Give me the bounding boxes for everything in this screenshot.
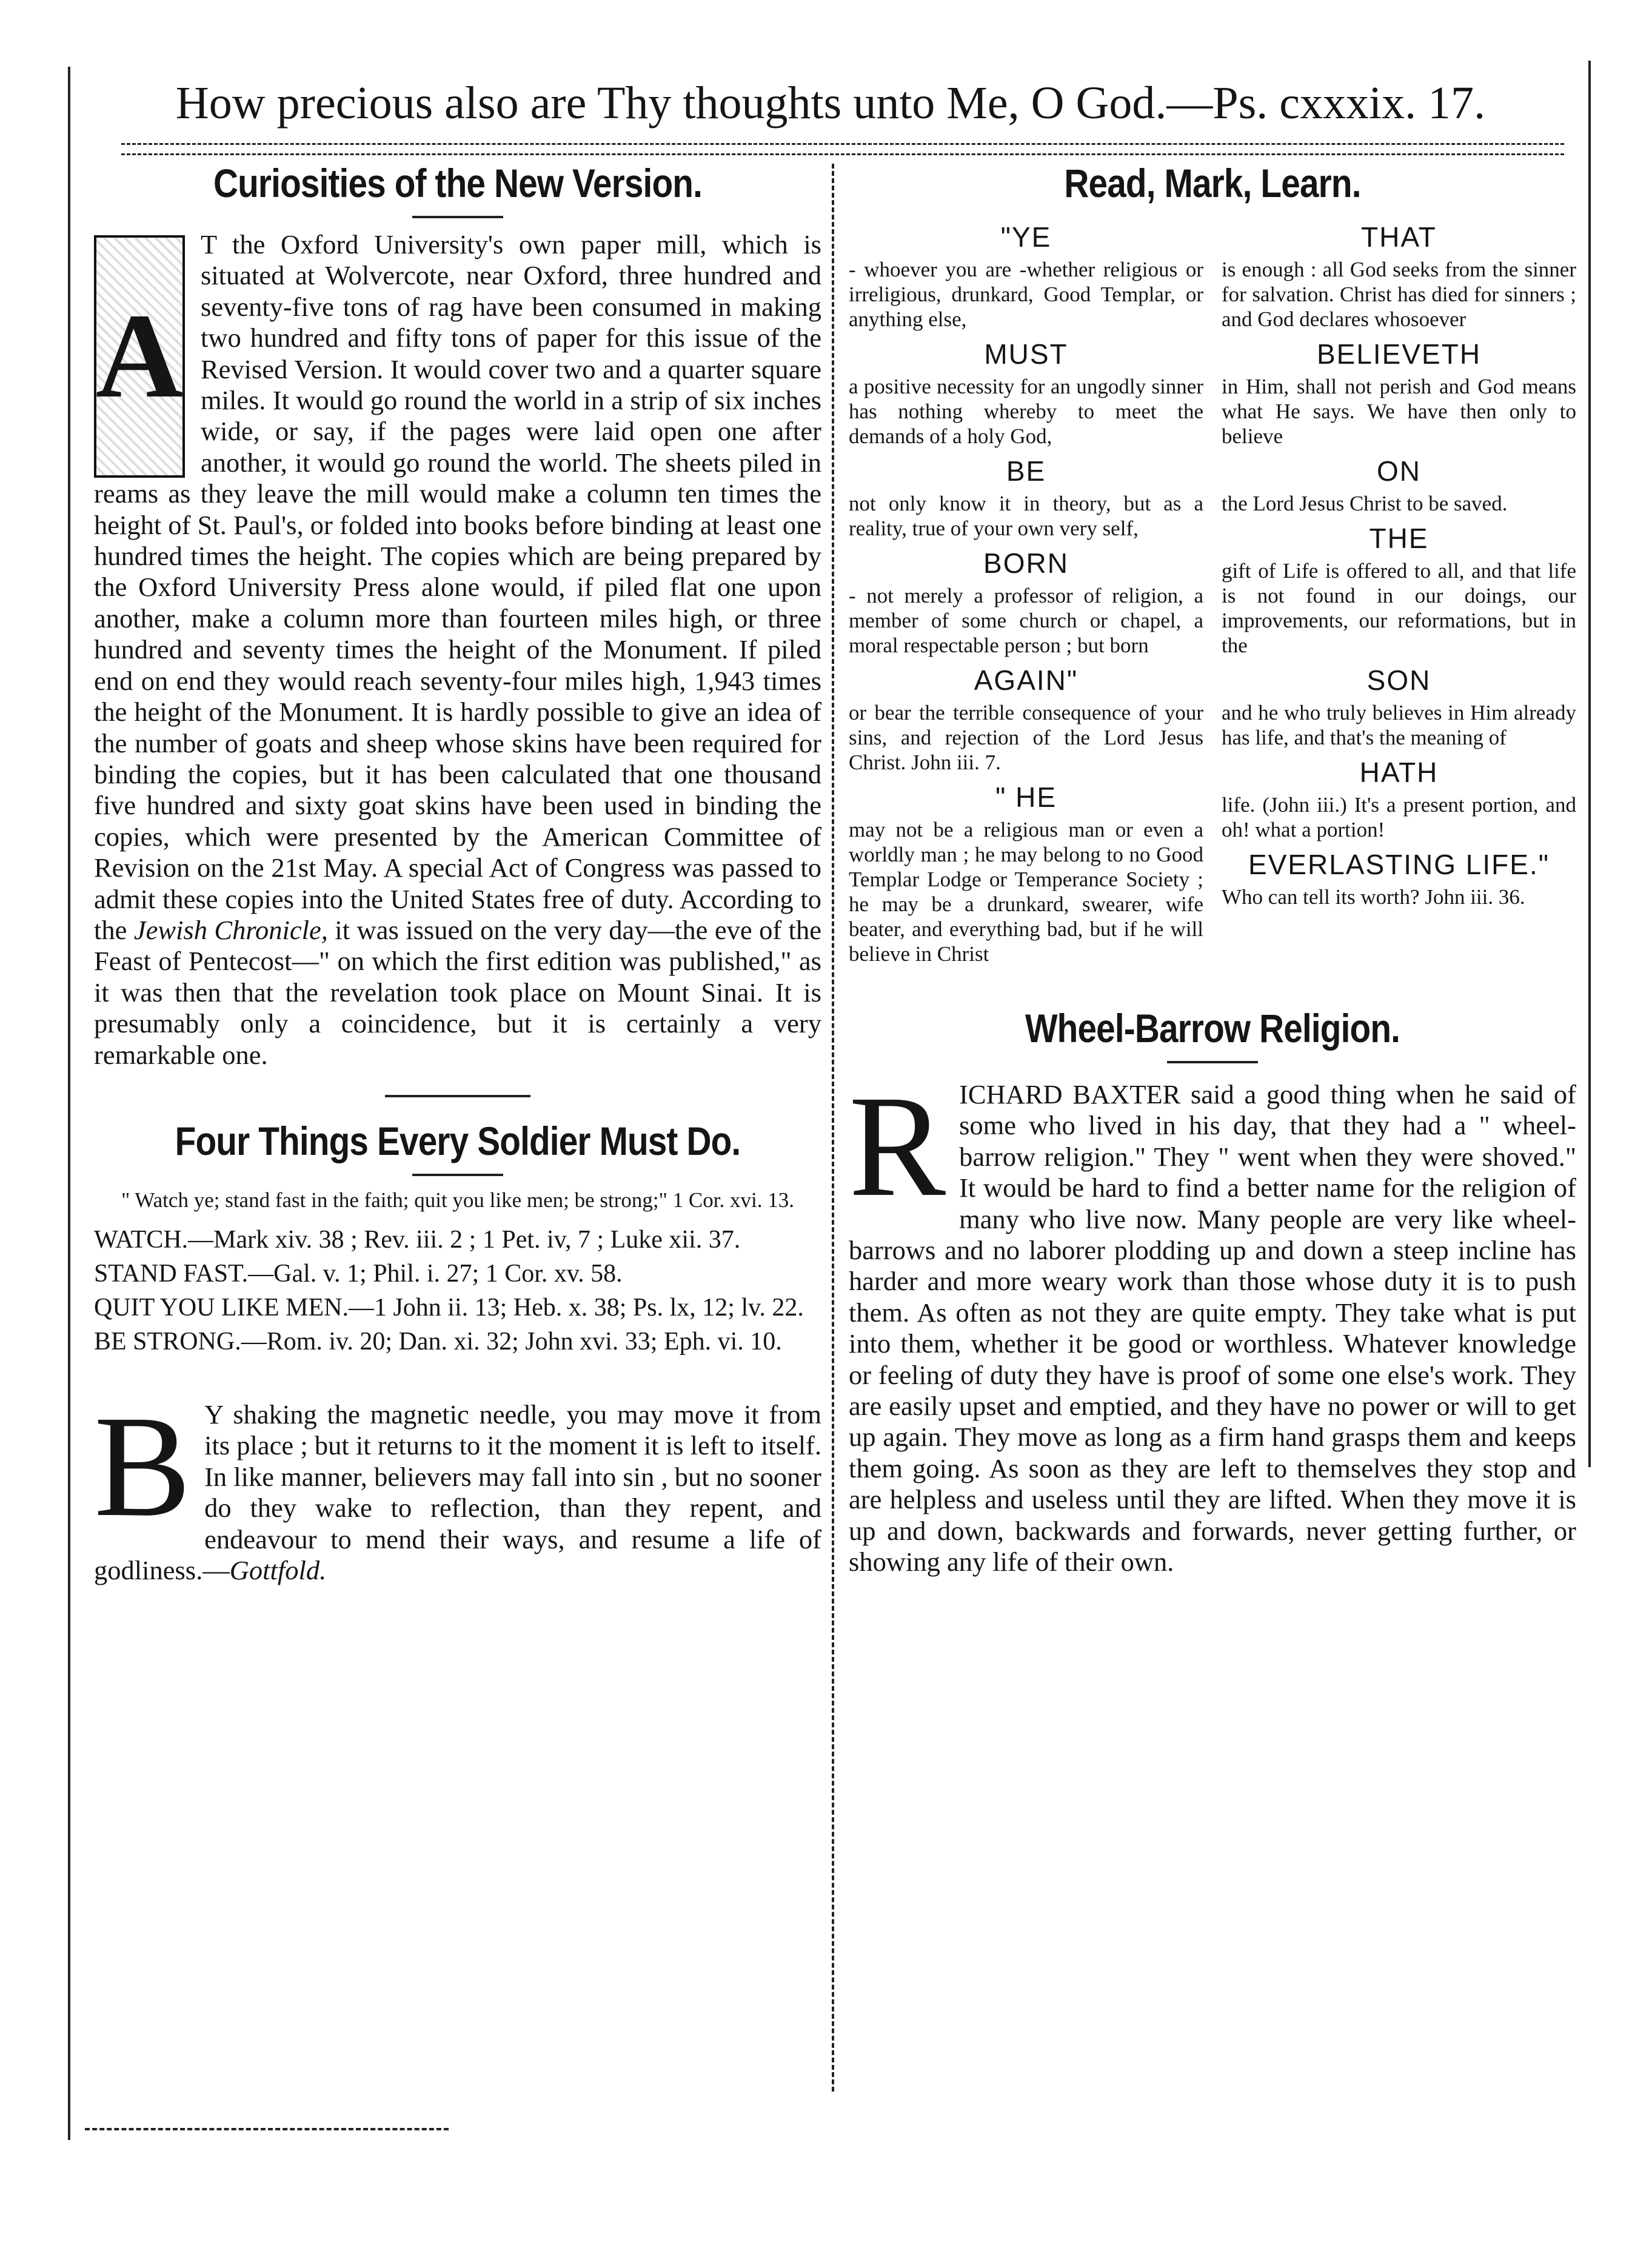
title-rule: [412, 1174, 503, 1176]
curiosities-body: [94, 229, 821, 1071]
banner-rule: [121, 143, 1564, 155]
rml-note: a positive necessity for an ungodly sinner has nothing whereby to meet the demands of a holy God,: [849, 375, 1203, 448]
order-be-strong: BE STRONG.—Rom. iv. 20; Dan. xi. 32; John xvi. 33; Eph. vi. 10.: [94, 1327, 782, 1356]
left-column: [94, 158, 821, 1586]
rml-note: - whoever you are -whether religious or irreligious, drunkard, Good Templar, or anything else,: [849, 258, 1203, 331]
rml-note: Who can tell its worth? John iii. 36.: [1222, 885, 1525, 909]
curiosities-article: [94, 158, 821, 1071]
needle-author: Gottfold.: [229, 1555, 327, 1585]
left-border: [68, 67, 70, 2140]
rml-word: AGAIN": [974, 664, 1078, 696]
rml-columns: [849, 215, 1576, 966]
rml-note: or bear the terrible consequence of your sins, and rejection of the Lord Jesus Christ. John iii. 7.: [849, 701, 1203, 774]
dropcap-r: R: [849, 1065, 946, 1226]
rml-title: Read, Mark, Learn.: [1064, 161, 1361, 206]
rml-word: SON: [1366, 664, 1431, 696]
publication-name: Jewish Chronicle,: [133, 914, 328, 945]
rml-note: and he who truly believes in Him already has life, and that's the meaning of: [1222, 701, 1576, 749]
curiosities-text: T the Oxford University's own paper mill, which is situated at Wolvercote, near Oxford, three hundred and seventy-five tons of rag have been consumed in making two hundred and fifty tons of paper for this issue of the Revised Version. It would cover two and a quarter square miles. It would go round the world in a strip of six inches wide, or say, if the pages were laid open one after another, it would go round the world. The sheets piled in reams as they leave the mill would make a column ten times the height of St. Paul's, or folded into books before binding at least one hundred times the height. The copies which are being prepared by the Oxford University Press alone would, if piled flat one upon another, make a column more than fourteen miles high, or three hundred and seventy times the height of the Monument. If piled end on end they would reach seventy-four miles high, 1,943 times the height of the Monument. It is hardly possible to give an idea of the number of goats and sheep whose skins have been required for binding the copies, but it has been calculated that one thousand five hundred and sixty goat skins have been used in binding the copies, which were presented by the American Committee of Revision on the 21st May. A special Act of Congress was passed to admit these copies into the United States free of duty. According to the: [94, 229, 821, 945]
rml-word: THE: [1369, 523, 1429, 554]
rml-right-column: [1222, 215, 1576, 966]
wheelbarrow-article: [849, 1003, 1576, 1578]
needle-text: Y shaking the magnetic needle, you may move it from its place ; but it returns to it the moment it is left to itself. In like manner, believers may fall into sin , but no sooner do they wake to reflection, than they repent, and endeavour to mend their ways, and resume a life of godliness.—: [94, 1399, 821, 1585]
soldier-article: [94, 1115, 821, 1357]
rml-note: the Lord Jesus Christ to be saved.: [1222, 492, 1508, 515]
ornamental-dropcap: A: [94, 235, 185, 478]
bottom-rule: [85, 2128, 449, 2130]
rml-word: THAT: [1361, 221, 1437, 253]
section-rule: [385, 1095, 530, 1097]
rml-note: is enough : all God seeks from the sinner for salvation. Christ has died for sinners ; and God declares whosoever: [1222, 258, 1576, 331]
rml-word: ON: [1377, 455, 1421, 487]
soldier-title: Four Things Every Soldier Must Do.: [175, 1118, 741, 1163]
soldier-orders: [94, 1225, 821, 1357]
rml-word: HATH: [1359, 757, 1439, 788]
needle-article: [94, 1385, 821, 1586]
rml-note: may not be a religious man or even a worldly man ; he may belong to no Good Templar Lodge or Temperance Society ; he may be a drunkard, swearer, wife beater, and everything bad, but if he will believe in Christ: [849, 818, 1203, 966]
rml-note: not only know it in theory, but as a reality, true of your own very self,: [849, 492, 1203, 540]
rml-word: " HE: [995, 781, 1057, 813]
rml-word: "YE: [1000, 221, 1052, 253]
rml-word: BE: [1006, 455, 1046, 487]
right-column: [849, 158, 1576, 1578]
wheelbarrow-title: Wheel-Barrow Religion.: [1025, 1006, 1400, 1051]
order-stand-fast: STAND FAST.—Gal. v. 1; Phil. i. 27; 1 Cor. xv. 58.: [94, 1259, 623, 1288]
rml-left-column: [849, 215, 1203, 966]
title-rule: [1167, 1061, 1258, 1063]
rml-word: BELIEVETH: [1316, 338, 1482, 370]
rml-word: EVERLASTING LIFE.": [1248, 849, 1550, 880]
order-watch: WATCH.—Mark xiv. 38 ; Rev. iii. 2 ; 1 Pet. iv, 7 ; Luke xii. 37.: [94, 1225, 741, 1254]
rml-note: life. (John iii.) It's a present portion, and oh! what a portion!: [1222, 793, 1576, 841]
rml-word: BORN: [983, 547, 1069, 579]
wheelbarrow-text: ICHARD BAXTER said a good thing when he said of some who lived in his day, that they had a " wheel-barrow religion." They " went when they were shoved." It would be hard to find a better name for the religion of many who live now. Many people are very like wheel-barrows and no laborer plodding up and down a steep incline has harder and more weary work than those whose duty it is to push them. As often as not they are quite empty. They take what is put into them, whether it be good or worthless. Whatever knowledge or feeling of duty they have is proof of some one else's work. They are easily upset and emptied, and they have no power or will to get up again. They move as long as a firm hand grasps them and keeps them going. As soon as they are left to themselves they stop and are helpless and useless until they are lifted. When they move it is up and down, backwards and forwards, never getting further, or showing any life of their own.: [849, 1079, 1576, 1577]
right-border: [1588, 61, 1591, 1467]
needle-body: [94, 1385, 821, 1586]
rml-word: MUST: [984, 338, 1068, 370]
title-rule: [412, 216, 503, 218]
curiosities-text-end: it was issued on the very day—the eve of the Feast of Pentecost—" on which the first edition was published," as it was then that the revelation took place on Mount Sinai. It is presumably only a coincidence, but it is certainly a very remarkable one.: [94, 914, 821, 1070]
column-divider: [832, 164, 834, 2092]
rml-note: - not merely a professor of religion, a member of some church or chapel, a moral respectable person ; but born: [849, 584, 1203, 657]
rml-article: [849, 158, 1576, 966]
order-quit-you-like-men: QUIT YOU LIKE MEN.—1 John ii. 13; Heb. x. 38; Ps. lx, 12; lv. 22.: [94, 1293, 804, 1322]
rml-note: in Him, shall not perish and God means what He says. We have then only to believe: [1222, 375, 1576, 448]
dropcap-b: B: [94, 1385, 192, 1547]
rml-note: gift of Life is offered to all, and that life is not found in our doings, our improvements, our reformations, but in the: [1222, 559, 1576, 657]
soldier-quote: " Watch ye; stand fast in the faith; quit you like men; be strong;" 1 Cor. xvi. 13.: [121, 1188, 794, 1212]
curiosities-title: Curiosities of the New Version.: [213, 161, 703, 206]
page-banner: How precious also are Thy thoughts unto Me, O God.—Ps. cxxxix. 17.: [175, 78, 1486, 129]
wheelbarrow-body: [849, 1065, 1576, 1578]
